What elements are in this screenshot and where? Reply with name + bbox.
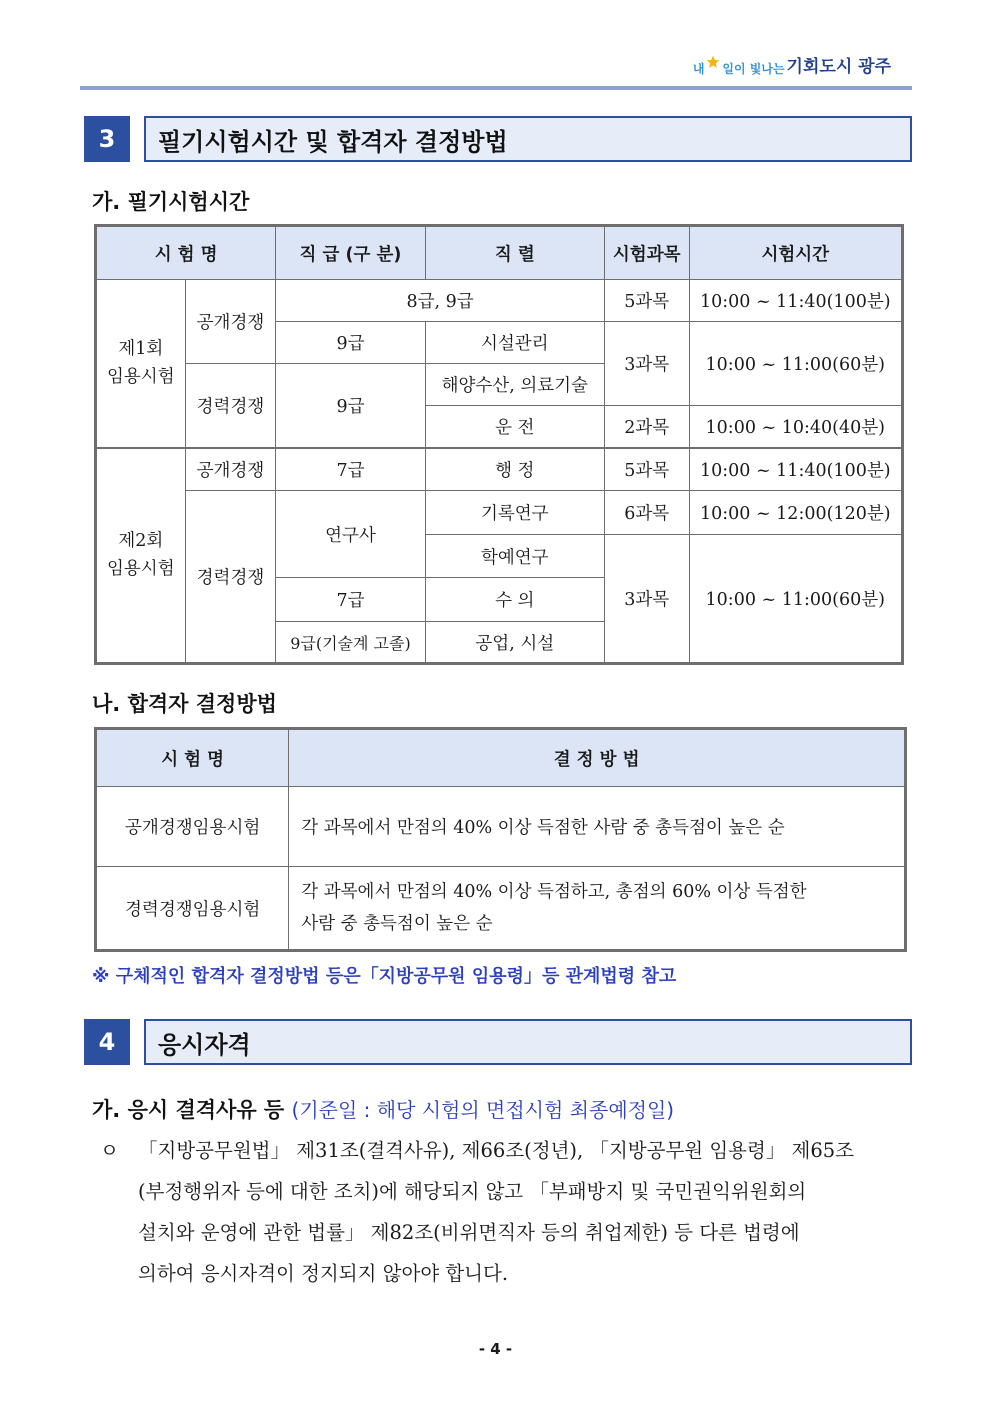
cell-time: 10:00 ~ 10:40(40분) xyxy=(689,406,902,448)
page-number: - 4 - xyxy=(478,1340,513,1358)
method-line-2: 사람 중 총득점이 높은 순 xyxy=(301,914,493,934)
cell-grade: 7급 xyxy=(276,578,425,622)
cell-series: 학예연구 xyxy=(425,535,604,578)
th-time: 시험시간 xyxy=(689,226,902,280)
header-slogan xyxy=(693,52,891,77)
cell-subjects: 3과목 xyxy=(604,322,689,406)
section-3-heading xyxy=(84,116,912,162)
slogan-city: 기회도시 광주 xyxy=(786,57,891,77)
open-competition-label: 공개경쟁 xyxy=(185,448,276,491)
cell-time: 10:00 ~ 11:40(100분) xyxy=(689,448,902,491)
section-number: 3 xyxy=(84,116,130,162)
cell-exam-name: 공개경쟁임용시험 xyxy=(96,787,289,867)
cell-subjects: 5과목 xyxy=(604,280,689,322)
pass-method-table xyxy=(94,727,907,952)
cell-method: 각 과목에서 만점의 40% 이상 득점한 사람 중 총득점이 높은 순 xyxy=(289,787,906,867)
round-1-label: 제1회 임용시험 xyxy=(96,280,186,448)
career-competition-label: 경력경쟁 xyxy=(185,364,276,448)
cell-grade: 9급 xyxy=(276,322,425,364)
slogan-pre: 내 xyxy=(692,62,705,76)
section-title: 필기시험시간 및 합격자 결정방법 xyxy=(144,116,912,162)
cell-series: 공업, 시설 xyxy=(425,622,604,664)
method-line-1: 각 과목에서 만점의 40% 이상 득점하고, 총점의 60% 이상 득점한 xyxy=(301,882,807,902)
th-series: 직 렬 xyxy=(425,226,604,280)
cell-subjects: 6과목 xyxy=(604,491,689,535)
th-grade: 직 급 (구 분) xyxy=(276,226,425,280)
cell-series: 해양수산, 의료기술 xyxy=(425,364,604,406)
reference-date-note: (기준일 : 해당 시험의 면접시험 최종예정일) xyxy=(291,1098,675,1122)
cell-series: 운 전 xyxy=(425,406,604,448)
subheading-text: 가. 응시 결격사유 등 xyxy=(92,1098,285,1122)
subheading-pass-method: 나. 합격자 결정방법 xyxy=(92,692,277,716)
open-competition-label: 공개경쟁 xyxy=(185,280,276,364)
cell-time: 10:00 ~ 11:40(100분) xyxy=(689,280,902,322)
th-exam-name: 시 험 명 xyxy=(96,729,289,787)
career-competition-label: 경력경쟁 xyxy=(185,491,276,664)
header-rule xyxy=(80,86,912,90)
para-line: 의하여 응시자격이 정지되지 않아야 합니다. xyxy=(138,1262,509,1285)
para-line: 설치와 운영에 관한 법률」 제82조(비위면직자 등의 취업제한) 등 다른 법령에 xyxy=(138,1221,800,1244)
round-2-label: 제2회 임용시험 xyxy=(96,448,186,664)
exam-time-table xyxy=(94,224,904,665)
cell-time: 10:00 ~ 12:00(120분) xyxy=(689,491,902,535)
para-line: 「지방공무원법」 제31조(결격사유), 제66조(정년), 「지방공무원 임용령」 제65조 xyxy=(138,1139,855,1162)
cell-method xyxy=(289,867,906,951)
star-icon xyxy=(706,55,720,69)
disqualification-paragraph xyxy=(100,1130,912,1294)
cell-series: 행 정 xyxy=(425,448,604,491)
section-number: 4 xyxy=(84,1019,130,1065)
section-4-heading xyxy=(84,1019,912,1065)
cell-subjects: 3과목 xyxy=(604,535,689,664)
section-title: 응시자격 xyxy=(144,1019,912,1065)
th-method: 결 정 방 법 xyxy=(289,729,906,787)
reference-note: ※ 구체적인 합격자 결정방법 등은「지방공무원 임용령」등 관계법령 참고 xyxy=(92,966,677,987)
para-line: (부정행위자 등에 대한 조치)에 해당되지 않고 「부패방지 및 국민권익위원회의 xyxy=(138,1180,807,1203)
cell-series: 기록연구 xyxy=(425,491,604,535)
slogan-mid: 일이 빛나는 xyxy=(722,62,785,76)
cell-grade: 7급 xyxy=(276,448,425,491)
cell-time: 10:00 ~ 11:00(60분) xyxy=(689,535,902,664)
subheading-disqualification xyxy=(92,1094,674,1124)
cell-subjects: 2과목 xyxy=(604,406,689,448)
cell-series: 수 의 xyxy=(425,578,604,622)
subheading-exam-time: 가. 필기시험시간 xyxy=(92,190,250,214)
th-exam-name: 시 험 명 xyxy=(96,226,276,280)
cell-grade: 연구사 xyxy=(276,491,425,578)
cell-exam-name: 경력경쟁임용시험 xyxy=(96,867,289,951)
cell-time: 10:00 ~ 11:00(60분) xyxy=(689,322,902,406)
cell-subjects: 5과목 xyxy=(604,448,689,491)
cell-series: 시설관리 xyxy=(425,322,604,364)
cell-grade: 9급 xyxy=(276,364,425,448)
circle-bullet-icon: ㅇ xyxy=(100,1139,119,1162)
cell-grade: 8급, 9급 xyxy=(276,280,605,322)
cell-grade: 9급(기술계 고졸) xyxy=(276,622,425,664)
th-subjects: 시험과목 xyxy=(604,226,689,280)
